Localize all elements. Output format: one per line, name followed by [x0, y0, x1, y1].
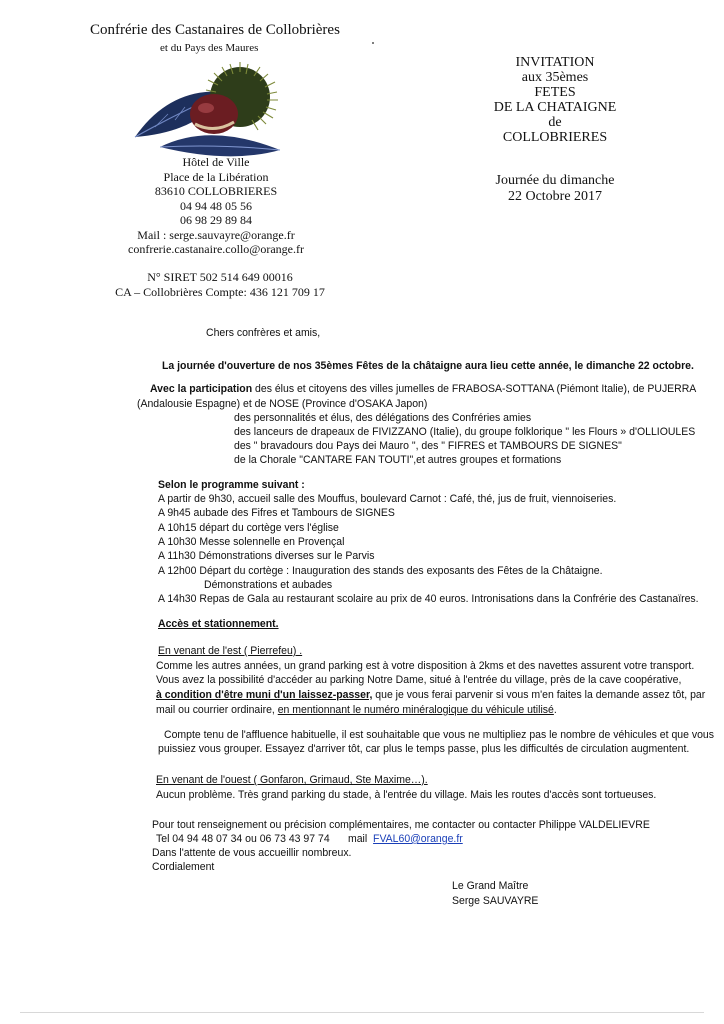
programme-item: A 10h30 Messe solennelle en Provençal — [158, 536, 345, 548]
org-name: Confrérie des Castanaires de Collobrières — [90, 22, 340, 38]
invitation-line: de — [548, 115, 562, 130]
acces-title — [158, 617, 279, 631]
event-date-line: 22 Octobre 2017 — [507, 189, 603, 204]
greeting: Chers confrères et amis, — [206, 327, 321, 339]
intro-text: La journée d'ouverture de nos 35èmes Fêtes de la châtaigne aura lieu cette année, le dimanche 22 octobre. — [162, 360, 694, 372]
est-line-4-underlined: en mentionnant le numéro minéralogique du véhicule utilisé — [277, 704, 554, 716]
event-date-line: Journée du dimanche — [495, 173, 615, 188]
est-line-4 — [156, 703, 557, 717]
participation-line-5: des " bravadours dou Pays dei Mauro ", des " FIFRES et TAMBOURS DE SIGNES" — [234, 440, 622, 452]
address-line: Hôtel de Ville — [182, 155, 250, 169]
contact-tel: Tel 04 94 48 07 34 ou 06 73 43 97 74 — [156, 833, 330, 845]
participation-label: Avec la participation — [150, 383, 253, 395]
invitation-line: DE LA CHATAIGNE — [493, 100, 617, 115]
address-line: Place de la Libération — [163, 169, 269, 184]
compte-line-1: Compte tenu de l'affluence habituelle, il est souhaitable que vous ne multipliez pas le nombre de véhicules et que vous — [164, 729, 715, 741]
compte-line-2: puissiez vous grouper. Essayez d'arriver tôt, car plus le temps passe, plus les difficultés de circulation augmentent. — [158, 743, 690, 755]
invitation-title — [480, 55, 630, 145]
laissez-passer-text: à condition d'être muni d'un laissez-passer, — [156, 689, 373, 701]
participation-text: des élus et citoyens des villes jumelles de FRABOSA-SOTTANA (Piémont Italie), de PUJERRA — [252, 383, 697, 395]
invitation-line: COLLOBRIERES — [502, 130, 608, 145]
signature-name: Serge SAUVAYRE — [452, 895, 539, 907]
mail-1: Mail : serge.sauvayre@orange.fr — [137, 227, 295, 242]
speck — [372, 42, 374, 44]
mail-2: confrerie.castanaire.collo@orange.fr — [128, 242, 304, 256]
closing-2: Cordialement — [152, 861, 215, 873]
programme-item: A 12h00 Départ du cortège : Inauguration des stands des exposants des Fêtes de la Châtaigne. — [158, 565, 603, 577]
programme-title — [158, 478, 305, 492]
phone-2: 06 98 29 89 84 — [180, 213, 252, 227]
programme-item: A 14h30 Repas de Gala au restaurant scolaire au prix de 40 euros. Intronisations dans la Confrérie des Castanaïres. — [158, 593, 699, 605]
participation-line-6: de la Chorale "CANTARE FAN TOUTI",et autres groupes et formations — [234, 454, 562, 466]
siret-block — [70, 270, 370, 300]
participation-line-1 — [150, 382, 696, 396]
invitation-line: INVITATION — [515, 55, 595, 70]
contact-mail-label: mail — [348, 833, 368, 845]
acces-title-text: Accès et stationnement. — [158, 618, 279, 630]
invitation-line: aux 35èmes — [521, 70, 589, 85]
intro — [162, 359, 694, 373]
invitation-line: FETES — [534, 85, 576, 100]
contact-line-1: Pour tout renseignement ou précision complémentaires, me contacter ou contacter Philippe VALDELIEVRE — [152, 819, 650, 831]
ouest-title-text: En venant de l'ouest ( Gonfaron, Grimaud, Ste Maxime…). — [156, 774, 428, 786]
contact-mail-link[interactable]: FVAL60@orange.fr — [373, 833, 463, 845]
est-title — [158, 644, 302, 658]
address-line: 83610 COLLOBRIERES — [154, 184, 278, 198]
programme-item: A 10h15 départ du cortège vers l'église — [158, 522, 339, 534]
closing-1: Dans l'attente de vous accueillir nombreux. — [152, 847, 352, 859]
est-line-3 — [156, 688, 705, 702]
siret-number: N° SIRET 502 514 649 00016 — [147, 270, 293, 284]
programme-title-text: Selon le programme suivant : — [158, 479, 305, 491]
page-edge-line — [20, 1012, 704, 1013]
signature-title: Le Grand Maître — [452, 880, 529, 892]
ouest-title — [156, 773, 428, 787]
bank-account: CA – Collobrières Compte: 436 121 709 17 — [115, 285, 325, 299]
ouest-line-1: Aucun problème. Très grand parking du stade, à l'entrée du village. Mais les routes d'accès sont tortueuses. — [156, 789, 657, 801]
phone-1: 04 94 48 05 56 — [180, 198, 252, 213]
programme-item: A 9h45 aubade des Fifres et Tambours de SIGNES — [158, 507, 395, 519]
est-line-4-a: mail ou courrier ordinaire, — [156, 704, 278, 716]
programme-item: A partir de 9h30, accueil salle des Mouffus, boulevard Carnot : Café, thé, jus de fruit, viennoiseries. — [158, 493, 617, 505]
programme-item: A 11h30 Démonstrations diverses sur le Parvis — [158, 550, 375, 562]
est-line-4-b: . — [553, 704, 557, 716]
est-title-text: En venant de l'est ( Pierrefeu) . — [158, 645, 303, 657]
contact-mail — [348, 832, 463, 846]
est-line-1: Comme les autres années, un grand parking est à votre disposition à 2kms et des navettes assurent votre transport. — [156, 660, 695, 672]
address-block — [96, 155, 336, 257]
event-date — [480, 173, 630, 205]
est-line-3-rest: que je vous ferai parvenir si vous m'en faites la demande assez tôt, par — [372, 689, 706, 701]
chestnut-logo — [130, 52, 290, 162]
participation-line-3: des personnalités et élus, des délégations des Confréries amies — [234, 412, 532, 424]
participation-line-2: (Andalousie Espagne) et de NOSE (Province d'OSAKA Japon) — [137, 398, 428, 410]
est-line-2: Vous avez la possibilité d'accéder au parking Notre Dame, situé à l'entrée du village, près de la cave coopérative, — [156, 674, 682, 686]
programme-item: Démonstrations et aubades — [204, 579, 333, 591]
participation-line-4: des lanceurs de drapeaux de FIVIZZANO (Italie), du groupe folklorique " les Flours » d'OLLIOULES — [234, 426, 696, 438]
org-subtitle: et du Pays des Maures — [160, 42, 259, 54]
